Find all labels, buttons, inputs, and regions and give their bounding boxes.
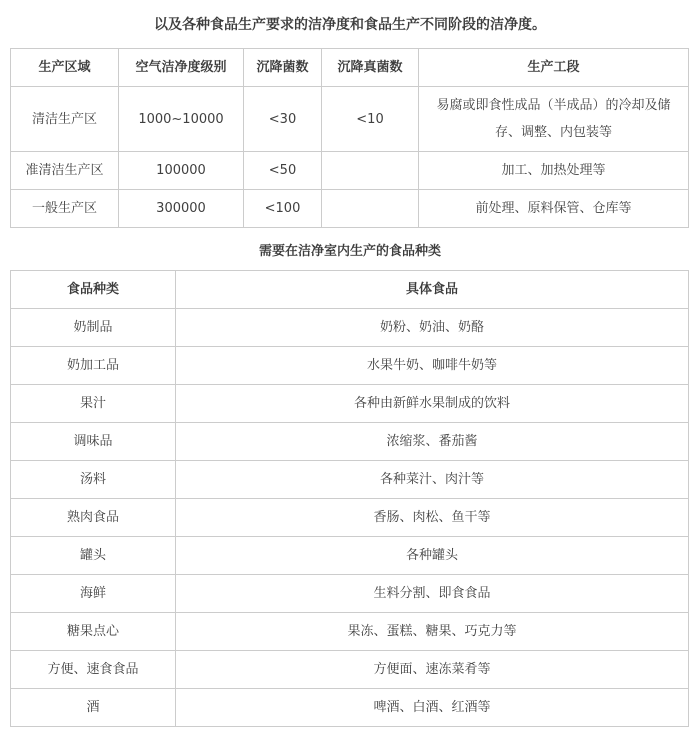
table-cell: 各种罐头 (176, 537, 689, 575)
table-cell: 熟肉食品 (11, 499, 176, 537)
cleanliness-table-header-row (11, 49, 689, 87)
table-cell: 准清洁生产区 (11, 152, 119, 190)
table-row (11, 613, 689, 651)
table-cell: 各种由新鲜水果制成的饮料 (176, 385, 689, 423)
table-row (11, 423, 689, 461)
table-row (11, 385, 689, 423)
table-row (11, 537, 689, 575)
table-cell: 300000 (119, 190, 244, 228)
table-cell: 100000 (119, 152, 244, 190)
table-row (11, 190, 689, 228)
column-header: 沉降菌数 (244, 49, 322, 87)
table-cell: 方便、速食食品 (11, 651, 176, 689)
column-header: 空气洁净度级别 (119, 49, 244, 87)
column-header: 沉降真菌数 (322, 49, 419, 87)
table-cell: 奶制品 (11, 309, 176, 347)
table-row (11, 651, 689, 689)
table-cell: 香肠、肉松、鱼干等 (176, 499, 689, 537)
table-cell: 一般生产区 (11, 190, 119, 228)
table-cell: <50 (244, 152, 322, 190)
table-cell: <10 (322, 87, 419, 152)
table-cell: 各种菜汁、肉汁等 (176, 461, 689, 499)
column-header: 具体食品 (176, 271, 689, 309)
table-cell: 奶粉、奶油、奶酪 (176, 309, 689, 347)
table-cell: 加工、加热处理等 (419, 152, 689, 190)
table-cell: 水果牛奶、咖啡牛奶等 (176, 347, 689, 385)
table-cell: 糖果点心 (11, 613, 176, 651)
table-row (11, 575, 689, 613)
table-cell: 生料分割、即食食品 (176, 575, 689, 613)
table-cell: 浓缩浆、番茄酱 (176, 423, 689, 461)
table-row (11, 87, 689, 152)
intro-text: 以及各种食品生产要求的洁净度和食品生产不同阶段的洁净度。 (154, 17, 546, 33)
table-cell: 酒 (11, 689, 176, 727)
column-header: 食品种类 (11, 271, 176, 309)
table-cell: 易腐或即食性成品（半成品）的冷却及储存、调整、内包装等 (419, 87, 689, 152)
cleanliness-table (10, 48, 689, 228)
table-cell: 方便面、速冻菜肴等 (176, 651, 689, 689)
column-header: 生产工段 (419, 49, 689, 87)
table-row (11, 461, 689, 499)
table-row (11, 689, 689, 727)
table-cell: 清洁生产区 (11, 87, 119, 152)
table-row (11, 347, 689, 385)
table-cell: 前处理、原料保管、仓库等 (419, 190, 689, 228)
table-cell: <100 (244, 190, 322, 228)
table-cell: 果冻、蛋糕、糖果、巧克力等 (176, 613, 689, 651)
food-types-table (10, 270, 689, 727)
table-cell (322, 152, 419, 190)
table-cell: 罐头 (11, 537, 176, 575)
food-table-title: 需要在洁净室内生产的食品种类 (258, 244, 441, 259)
table-row (11, 499, 689, 537)
table-cell: 汤料 (11, 461, 176, 499)
table-row (11, 309, 689, 347)
table-row (11, 152, 689, 190)
table-cell: 啤酒、白酒、红酒等 (176, 689, 689, 727)
table-cell: <30 (244, 87, 322, 152)
table-cell (322, 190, 419, 228)
food-table-header-row (11, 271, 689, 309)
table-cell: 果汁 (11, 385, 176, 423)
table-cell: 海鲜 (11, 575, 176, 613)
column-header: 生产区域 (11, 49, 119, 87)
table-cell: 奶加工品 (11, 347, 176, 385)
table-cell: 调味品 (11, 423, 176, 461)
table-cell: 1000~10000 (119, 87, 244, 152)
